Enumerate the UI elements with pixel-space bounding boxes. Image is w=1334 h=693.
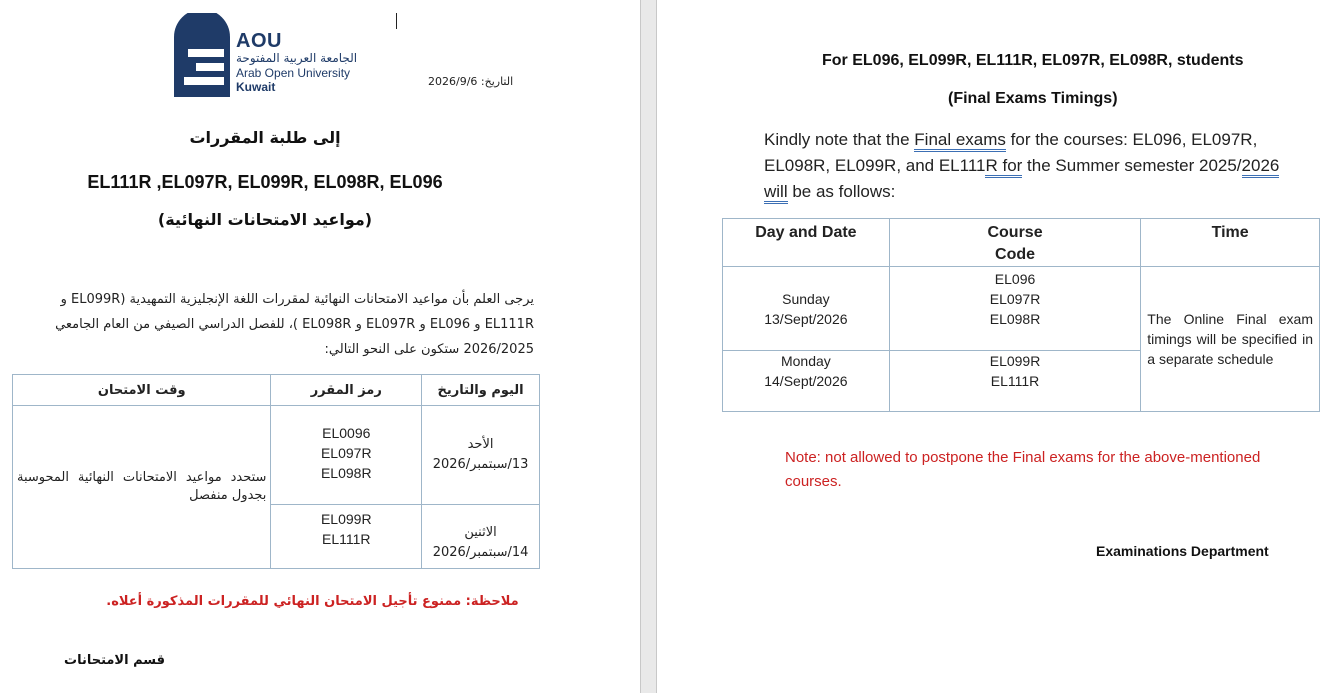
paragraph-line-ar: EL111R و EL096 و EL097R و EL098R )، للفصل الدراسي الصيفي من العام الجامعي — [55, 317, 534, 332]
codes-cell — [271, 505, 422, 569]
heading-students-en: For EL096, EL099R, EL111R, EL097R, EL098R, students — [822, 52, 1244, 69]
codes-cell — [889, 267, 1141, 351]
course-code: EL099R — [989, 353, 1041, 369]
header-course-code: رمز المقرر — [271, 375, 422, 406]
logo-name-ar: الجامعة العربية المفتوحة — [236, 51, 358, 65]
paragraph-line-ar: 2026/2025 ستكون على النحو التالي: — [324, 342, 534, 357]
aou-logo-mark-icon — [174, 13, 230, 97]
header-day-date: اليوم والتاريخ — [422, 375, 540, 406]
paragraph-text: for the courses: EL096, EL097R, EL098R, EL099R, and EL111 — [764, 130, 1258, 175]
note-en: Note: not allowed to postpone the Final exams for the above-mentioned courses. — [785, 449, 1261, 490]
header-exam-time: وقت الامتحان — [13, 375, 271, 406]
header-course-code — [889, 219, 1141, 267]
table-header-row — [723, 219, 1320, 267]
logo-name-en: Arab Open University — [236, 66, 351, 80]
course-code: EL111R — [990, 373, 1040, 389]
table-header-row — [13, 375, 540, 406]
paragraph-underlined-text: Final exams — [914, 130, 1006, 152]
paragraph-underlined-text: 2026 will — [764, 156, 1279, 204]
day-cell — [422, 505, 540, 569]
document-date: التاريخ: 2026/9/6 — [428, 75, 514, 88]
day-date: 14/Sept/2026 — [764, 373, 848, 389]
table-row — [13, 406, 540, 505]
day-name: Monday — [780, 353, 831, 369]
day-date: 13/سبتمبر/2026 — [432, 457, 529, 472]
paragraph-en — [764, 127, 1304, 205]
department-ar: قسم الامتحانات — [64, 653, 166, 668]
codes-cell — [271, 406, 422, 505]
logo-branch: Kuwait — [236, 80, 276, 94]
codes-cell — [889, 351, 1141, 412]
course-code: EL097R — [989, 291, 1041, 307]
exam-table-en — [722, 218, 1320, 412]
course-code: EL097R — [320, 445, 372, 461]
paragraph-text: the Summer semester 2025/ — [1022, 156, 1242, 175]
day-date: 14/سبتمبر/2026 — [432, 544, 529, 560]
page-divider — [640, 0, 641, 693]
note-ar: ملاحظة: ممنوع تأجيل الامتحان النهائي للمقررات المذكورة أعلاه. — [106, 594, 519, 609]
header-day-date: Day and Date — [723, 219, 890, 267]
course-code: EL096 — [994, 271, 1036, 287]
paragraph-text: Kindly note that the — [764, 130, 915, 149]
course-code: EL098R — [320, 465, 372, 481]
title-exams-ar: (مواعيد الامتحانات النهائية) — [157, 210, 373, 229]
department-en: Examinations Department — [1096, 543, 1269, 559]
table-row — [723, 267, 1320, 351]
text-cursor — [396, 13, 397, 29]
course-code: EL099R — [320, 511, 372, 527]
day-cell — [422, 406, 540, 505]
logo-abbr: AOU — [236, 30, 282, 52]
header-course-code-label: Course Code — [987, 224, 1043, 263]
arabic-page — [0, 0, 640, 693]
time-cell: ستحدد مواعيد الامتحانات النهائية المحوسبة بجدول منفصل — [13, 406, 271, 569]
aou-logo — [174, 13, 374, 99]
paragraph-underlined-text: R for — [985, 156, 1022, 178]
day-name: Sunday — [782, 290, 830, 307]
exam-table-ar — [12, 374, 540, 569]
paragraph-text: be as follows: — [787, 182, 896, 201]
day-cell — [723, 267, 890, 351]
day-name: الاثنين — [464, 524, 497, 540]
course-code: EL111R — [322, 531, 371, 547]
day-name: الأحد — [467, 437, 494, 452]
paragraph-line-ar: يرجى العلم بأن مواعيد الامتحانات النهائية لمقررات اللغة الإنجليزية التمهيدية (EL099R و — [60, 292, 534, 307]
day-date: 13/Sept/2026 — [764, 310, 848, 327]
header-time: Time — [1141, 219, 1320, 267]
heading-exams-en: (Final Exams Timings) — [948, 90, 1118, 107]
time-cell: The Online Final exam timings will be specified in a separate schedule — [1141, 267, 1320, 412]
aou-logo-text — [236, 31, 357, 94]
course-code: EL098R — [989, 311, 1041, 327]
day-cell — [723, 351, 890, 412]
title-recipients-ar: إلى طلبة المقررات — [189, 128, 341, 147]
title-courses-ar: EL111R ,EL097R, EL099R, EL098R, EL096 — [87, 172, 443, 192]
course-code: EL0096 — [322, 425, 371, 441]
